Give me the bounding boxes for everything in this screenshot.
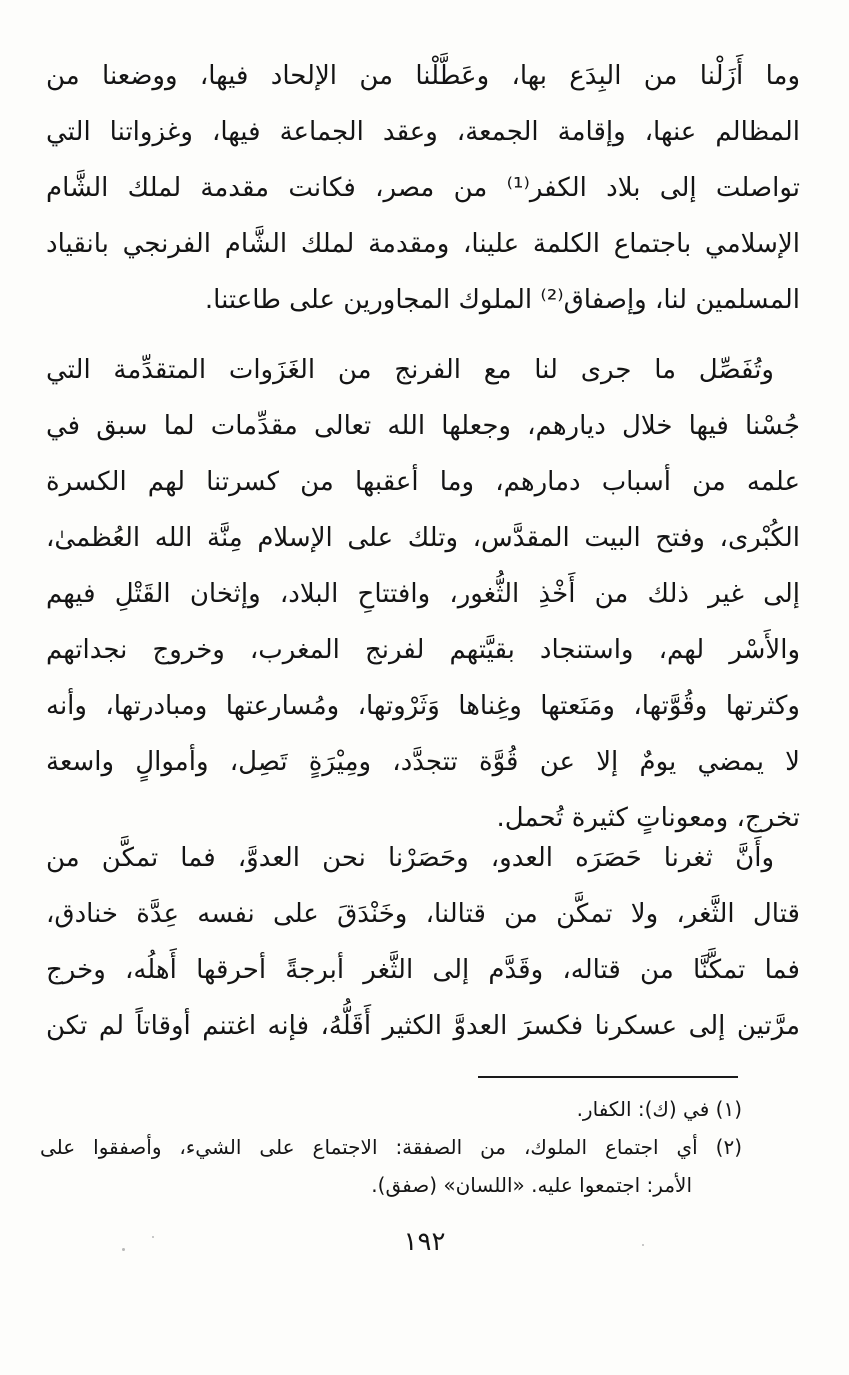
paragraph-line: تخرج، ومعوناتٍ كثيرة تُحمل. [496,803,800,833]
page-number: ١٩٢ [403,1227,446,1257]
paragraph-line: لا يمضي يومٌ إلا عن قُوَّة تتجدَّد، ومِيْرَةٍ تَصِل، وأموالٍ واسعة [46,747,800,777]
paragraph-line: مرَّتين إلى عسكرنا فكسرَ العدوَّ الكثير أَقَلُّهُ، فإنه اغتنم أوقاتاً لم تكن [46,1011,800,1041]
footnote-2-line-2: الأمر: اجتمعوا عليه. «اللسان» (صفق). [371,1173,692,1197]
paragraph-2 [46,342,800,846]
paragraph-line: الكُبْرى، وفتح البيت المقدَّس، وتلك على الإسلام مِنَّة الله العُظمىٰ، [46,523,800,553]
paragraph-line: قتال الثَّغر، ولا تمكَّن من قتالنا، وخَنْدَقَ على نفسه عِدَّة خنادق، [46,899,800,929]
paragraph-line: الإسلامي باجتماع الكلمة علينا، ومقدمة لملك الشَّام الفرنجي بانقياد [46,229,800,259]
paragraph-line: والأَسْر لهم، واستنجاد بقيَّتهم لفرنج المغرب، وخروج نجداتهم [46,635,800,665]
paragraph-line: المسلمين لنا، وإصفاق⁽²⁾ الملوك المجاورين على طاعتنا. [204,285,800,315]
scan-speck [122,1248,125,1251]
paragraph-line: وكثرتها وقُوَّتها، ومَنَعتها وغِناها وَثَرْوتها، ومُسارعتها ومبادرتها، وأنه [46,691,800,721]
footnote-separator [478,1076,738,1078]
scan-speck [152,1236,154,1238]
paragraph-line: جُسْنا فيها خلال ديارهم، وجعلها الله تعالى مقدِّمات لما سبق في [46,411,800,441]
paragraph-line: فما تمكَّنَّا من قتاله، وقَدَّم إلى الثَّغر أبرجةً أحرقها أَهلُه، وخرج [46,955,800,985]
scan-speck [642,1244,644,1246]
footnote-2-line-1: (٢) أي اجتماع الملوك، من الصفقة: الاجتماع على الشيء، وأصفقوا على [40,1135,742,1159]
paragraph-1 [46,48,800,328]
paragraph-line: وأَنَّ ثغرنا حَصَرَه العدو، وحَصَرْنا نحن العدوَّ، فما تمكَّن من [46,843,774,873]
paragraph-line: وما أَزَلْنا من البِدَع بها، وعَطَّلْنا من الإلحاد فيها، ووضعنا من [46,61,800,91]
paragraph-3 [46,830,800,1054]
paragraph-line: وتُفَصِّل ما جرى لنا مع الفرنج من الغَزَوات المتقدِّمة التي [46,355,774,385]
footnote-1: (١) في (ك): الكفار. [576,1097,742,1121]
paragraph-line: علمه من أسباب دمارهم، وما أعقبها من كسرتنا لهم الكسرة [46,467,800,497]
paragraph-line: المظالم عنها، وإقامة الجمعة، وعقد الجماعة فيها، وغزواتنا التي [46,117,800,147]
paragraph-line: إلى غير ذلك من أَخْذِ الثُّغور، وافتتاحِ البلاد، وإثخان القَتْلِ فيهم [46,579,800,609]
footnotes [40,1090,742,1204]
paragraph-line: تواصلت إلى بلاد الكفر⁽¹⁾ من مصر، فكانت مقدمة لملك الشَّام [46,173,800,203]
